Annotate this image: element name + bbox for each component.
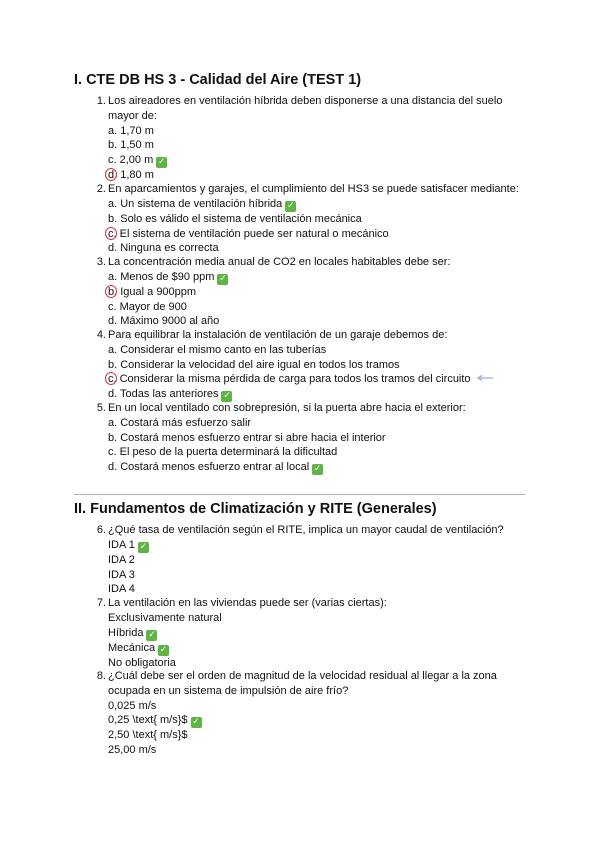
option [108,416,530,431]
question-6 [90,523,530,597]
check-mark-icon: ✓ [157,157,166,168]
option-label: No obligatoria [108,656,176,669]
option-label: 0,25 \text{ m/s}$ [108,714,188,727]
red-circle-annotation [105,227,117,240]
question-text: Los aireadores en ventilación híbrida deben disponerse a una distancia del suelo mayor de: [108,95,503,122]
option-label: d. Costará menos esfuerzo entrar al local [108,461,310,474]
option [108,270,530,285]
question-number: 4. [96,329,106,341]
option-label: c. El sistema de ventilación puede ser natural o mecánico [108,227,389,240]
option [108,372,530,387]
option [108,728,530,743]
option-label: d. 1,80 m [108,169,154,182]
option [108,713,530,728]
option [108,445,530,460]
option-label: 2,50 \text{ m/s}$ [108,729,188,742]
option [108,168,530,183]
option-label: IDA 2 [108,553,135,566]
option-label: IDA 1 [108,538,135,551]
question-1 [90,94,530,183]
option [108,138,530,153]
option [108,285,530,300]
option [108,611,530,626]
option-label: Híbrida [108,626,144,639]
option-label: d. Máximo 9000 al año [108,315,220,328]
question-text: La concentración media anual de CO2 en locales habitables debe ser: [108,256,451,268]
section-1-title: I. CTE DB HS 3 - Calidad del Aire (TEST 1) [74,72,362,88]
option-label: c. Mayor de 900 [108,300,187,313]
option-label: d. Ninguna es correcta [108,242,219,255]
question-number: 3. [96,256,106,268]
question-text: La ventilación en las viviendas puede ser (varias ciertas): [108,597,387,609]
option-label: Exclusivamente natural [108,611,222,624]
option-label: 25,00 m/s [108,744,157,757]
question-7 [90,596,530,670]
option-label: Mecánica [108,641,156,654]
option-label: c. Considerar la misma pérdida de carga para todos los tramos del circuito [108,373,471,386]
option [108,743,530,758]
option-label: a. Costará más esfuerzo salir [108,416,252,429]
question-number: 8. [96,670,106,682]
option-label: b. 1,50 m [108,139,154,152]
option [108,387,530,402]
arrow-left-icon [477,375,493,381]
option [108,626,530,641]
question-text: En un local ventilado con sobrepresión, si la puerta abre hacia el exterior: [108,402,466,414]
check-mark-icon: ✓ [313,464,322,475]
option-label: a. Un sistema de ventilación híbrida [108,197,283,210]
red-circle-annotation [105,285,117,298]
check-mark-icon: ✓ [139,541,148,552]
question-text: Para equilibrar la instalación de ventilación de un garaje debemos de: [108,329,448,341]
option [108,241,530,256]
section-divider [74,494,525,495]
option [108,460,530,475]
option [108,699,530,714]
question-text: ¿Cuál debe ser el orden de magnitud de la velocidad residual al llegar a la zona ocupada en un sistema de impulsión de aire frío? [108,670,497,697]
question-number: 6. [96,524,106,536]
option-label: c. 2,00 m [108,154,154,167]
option-label: d. Todas las anteriores [108,388,219,401]
check-mark-icon: ✓ [223,391,231,402]
option-label: b. Considerar la velocidad del aire igual en todos los tramos [108,358,400,371]
question-8 [90,669,530,758]
question-number: 2. [96,183,106,195]
option-label: c. El peso de la puerta determinará la dificultad [108,446,338,459]
option [108,343,530,358]
option-label: 0,025 m/s [108,699,157,712]
option [108,153,530,168]
option [108,197,530,212]
option [108,124,530,139]
option [108,538,530,553]
check-mark-icon: ✓ [219,273,227,284]
option [108,300,530,315]
option-label: a. 1,70 m [108,124,154,137]
option-label: a. Menos de $90 ppm [108,270,215,283]
option [108,431,530,446]
section-2-title: II. Fundamentos de Climatización y RITE (Generales) [74,501,437,517]
question-2 [90,182,530,256]
check-mark-icon: ✓ [148,629,156,640]
question-4 [90,328,530,402]
question-number: 7. [96,597,106,609]
option [108,582,530,597]
check-mark-icon: ✓ [192,717,200,728]
option [108,227,530,242]
question-5 [90,401,530,475]
option-label: b. Costará menos esfuerzo entrar si abre hacia el interior [108,431,386,444]
option [108,314,530,329]
check-mark-icon: ✓ [286,200,295,211]
question-text: En aparcamientos y garajes, el cumplimiento del HS3 se puede satisfacer mediante: [108,183,519,195]
question-number: 5. [96,402,106,414]
question-text: ¿Qué tasa de ventilación según el RITE, implica un mayor caudal de ventilación? [108,524,504,536]
option-label: IDA 3 [108,568,135,581]
option [108,358,530,373]
option-label: a. Considerar el mismo canto en las tuberías [108,343,327,356]
option [108,641,530,656]
option [108,568,530,583]
option-label: b. Igual a 900ppm [108,285,197,298]
check-mark-icon: ✓ [159,644,168,655]
question-number: 1. [96,95,106,107]
option-label: b. Solo es válido el sistema de ventilación mecánica [108,212,362,225]
option [108,553,530,568]
option-label: IDA 4 [108,583,135,596]
question-3 [90,255,530,329]
option [108,212,530,227]
